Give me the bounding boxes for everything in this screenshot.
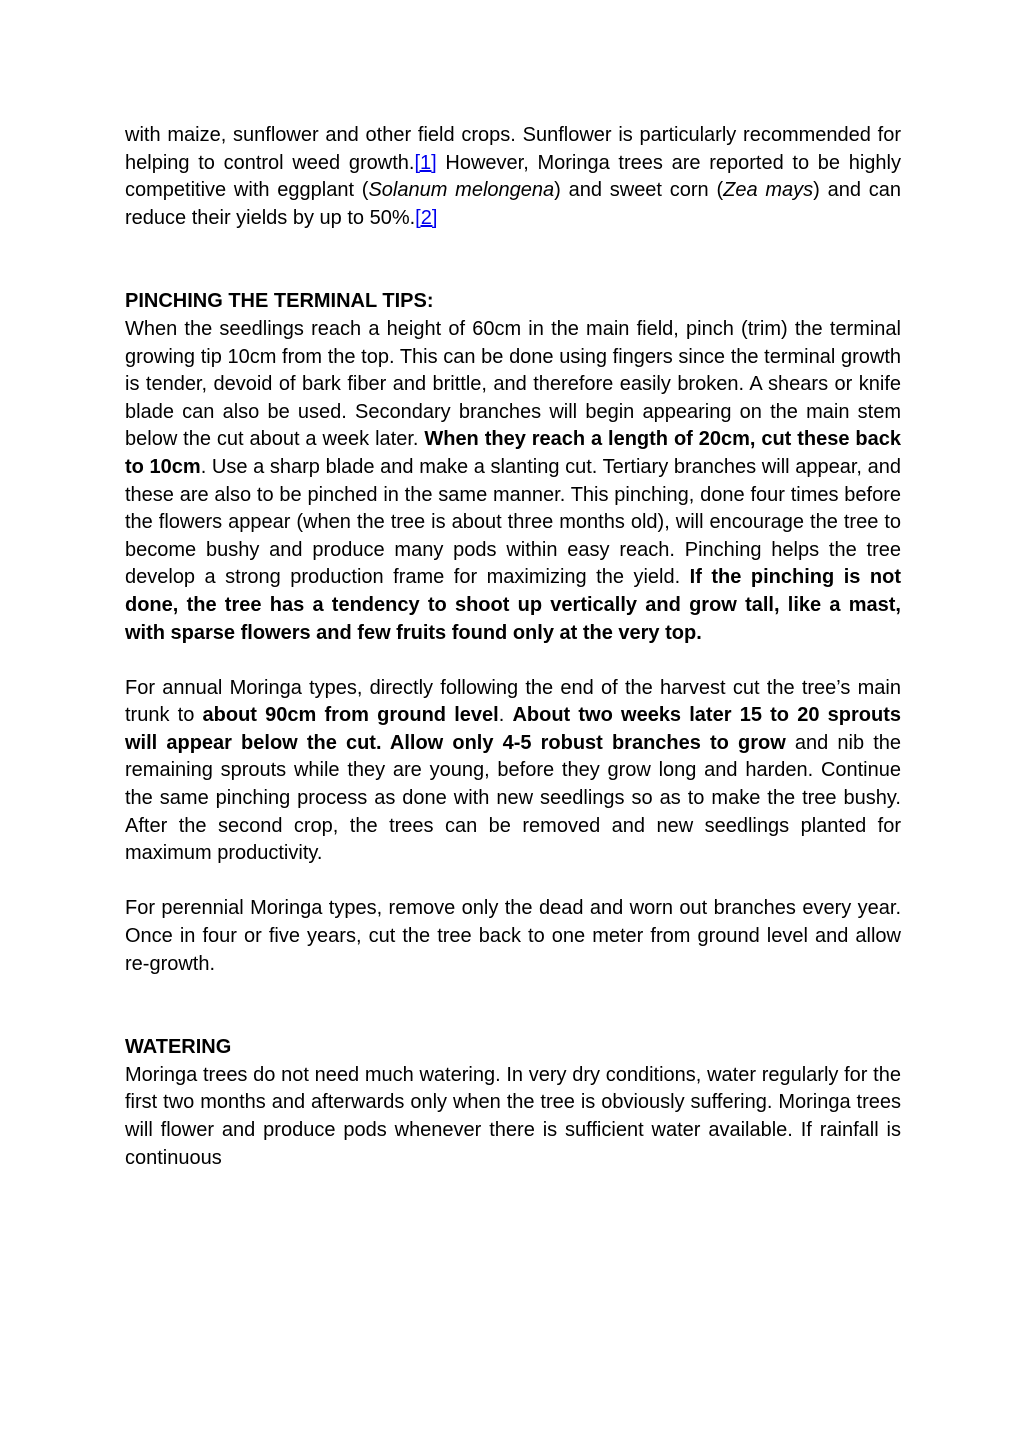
paragraph-text: . Use a sharp blade and make a slanting cut. Tertiary branches will appear, and these are also to be pinched in the same manner. This pinching, done four times before the flowers appear (when the tree is about three months old), will encourage the tree to become bushy and produce many pods within easy reach. Pinching helps the tree develop a strong production frame for maximizing the yield. bbox=[125, 455, 901, 589]
paragraph-text: For annual Moringa types, directly following the end of the harvest cut the tree’s main trunk to bbox=[125, 676, 901, 727]
paragraph-text-bold: If the pinching is not done, the tree has a tendency to shoot up vertically and grow tall, like a mast, with sparse flowers and few fruits found only at the very top. bbox=[125, 566, 901, 644]
paragraph-annual-types bbox=[125, 675, 901, 868]
paragraph-watering bbox=[125, 1062, 901, 1172]
paragraph-pinching bbox=[125, 316, 901, 647]
footnote-link-2[interactable]: [2] bbox=[415, 206, 438, 229]
paragraph-text-bold: about 90cm from ground level bbox=[202, 704, 499, 727]
paragraph-text: When the seedlings reach a height of 60cm in the main field, pinch (trim) the terminal growing tip 10cm from the top. This can be done using fingers since the terminal growth is tender, devoid of bark fiber and brittle, and therefore easily broken. A shears or knife blade can also be used. Secondary branches will begin appearing on the main stem below the cut about a week later. bbox=[125, 317, 901, 451]
paragraph-perennial-types bbox=[125, 895, 901, 978]
paragraph-text: Moringa trees do not need much watering. In very dry conditions, water regularly for the first two months and afterwards only when the tree is obviously suffering. Moringa trees will flower and produce pods whenever there is sufficient water available. If rainfall is continuous bbox=[125, 1063, 901, 1169]
paragraph-text: ) and sweet corn ( bbox=[554, 179, 724, 202]
species-name-solanum: Solanum melongena bbox=[368, 179, 555, 202]
paragraph-text-bold: When they reach a length of 20cm, cut these back to 10cm bbox=[125, 428, 902, 478]
paragraph-text: and nib the remaining sprouts while they are young, before they grow long and harden. Continue the same pinching process as done with new seedlings so as to make the tree bushy. After the second crop, the trees can be removed and new seedlings planted for maximum productivity. bbox=[125, 731, 902, 865]
paragraph-intercropping bbox=[125, 122, 901, 232]
section-heading-watering: WATERING bbox=[125, 1036, 232, 1059]
footnote-link-1[interactable]: [1] bbox=[414, 151, 437, 174]
paragraph-text: For perennial Moringa types, remove only the dead and worn out branches every year. Once in four or five years, cut the tree back to one meter from ground level and allow re-growth. bbox=[125, 897, 901, 975]
paragraph-text: However, Moringa trees are reported to be highly competitive with eggplant ( bbox=[125, 151, 901, 202]
section-heading-pinching: PINCHING THE TERMINAL TIPS: bbox=[125, 290, 434, 313]
paragraph-text-bold: About two weeks later 15 to 20 sprouts will appear below the cut. Allow only 4-5 robust branches to grow bbox=[125, 704, 901, 754]
paragraph-text: with maize, sunflower and other field crops. Sunflower is particularly recommended for helping to control weed growth. bbox=[125, 124, 901, 174]
paragraph-text: . bbox=[498, 704, 513, 727]
paragraph-text: ) and can reduce their yields by up to 50%. bbox=[125, 179, 901, 229]
species-name-zea-mays: Zea mays bbox=[723, 179, 814, 202]
